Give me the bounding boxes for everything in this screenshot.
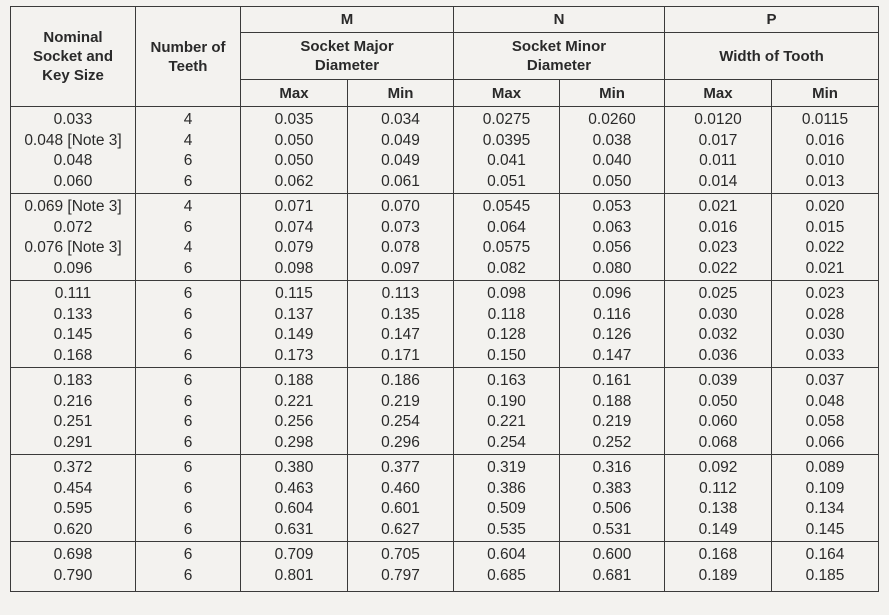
cell-teeth [136, 455, 241, 542]
value-m-max: 0.098 [274, 259, 314, 277]
cell-m-min [348, 368, 454, 455]
value-m-max: 0.221 [274, 392, 314, 410]
value-n-max: 0.0275 [482, 111, 531, 128]
value-n-max: 0.064 [487, 218, 526, 236]
value-m-min: 0.219 [381, 392, 420, 410]
value-n-min: 0.050 [592, 172, 632, 190]
value-n-max: 0.604 [487, 546, 526, 563]
value-nominal-size: 0.251 [53, 413, 93, 430]
value-m-min: 0.147 [381, 326, 420, 343]
value-p-min: 0.089 [805, 459, 845, 476]
value-m-max: 0.801 [274, 566, 314, 584]
table-body [11, 107, 879, 592]
table-row-group [11, 455, 879, 542]
value-p-max: 0.030 [698, 305, 738, 323]
value-n-max: 0.041 [487, 152, 526, 169]
value-n-min: 0.080 [592, 259, 632, 277]
value-m-max: 0.631 [274, 520, 314, 538]
value-n-min: 0.252 [592, 433, 632, 451]
cell-m-min [348, 107, 454, 194]
value-m-max: 0.050 [274, 152, 314, 169]
value-n-min: 0.096 [592, 285, 632, 302]
value-m-min: 0.113 [381, 285, 420, 302]
value-nominal-size: 0.069 [Note 3] [24, 198, 122, 215]
value-teeth: 6 [183, 259, 193, 277]
value-p-max: 0.011 [699, 152, 737, 169]
cell-n-max [454, 368, 560, 455]
cell-m-min [348, 194, 454, 281]
value-p-min: 0.0115 [801, 111, 849, 128]
value-p-max: 0.032 [698, 326, 738, 343]
value-m-max: 0.074 [274, 218, 314, 236]
value-nominal-size: 0.183 [53, 372, 93, 389]
cell-m-min [348, 542, 454, 592]
value-m-min: 0.073 [381, 218, 420, 236]
value-m-min: 0.296 [381, 433, 420, 451]
cell-n-min [560, 107, 665, 194]
value-n-min: 0.063 [592, 218, 632, 236]
value-teeth: 6 [183, 459, 193, 476]
cell-nominal-size [11, 455, 136, 542]
value-p-min: 0.015 [805, 218, 845, 236]
value-teeth: 6 [183, 520, 193, 538]
value-n-min: 0.161 [592, 372, 632, 389]
value-n-min: 0.126 [592, 326, 632, 343]
value-m-min: 0.601 [381, 500, 420, 517]
value-m-min: 0.061 [381, 172, 420, 190]
value-teeth: 6 [183, 218, 193, 236]
header-n-min: Min [560, 80, 665, 107]
cell-p-max [665, 281, 772, 368]
value-p-min: 0.022 [805, 239, 845, 256]
value-teeth: 6 [183, 305, 193, 323]
value-n-min: 0.038 [592, 131, 632, 149]
header-width-of-tooth: Width of Tooth [665, 33, 879, 80]
cell-nominal-size [11, 107, 136, 194]
value-p-max: 0.016 [698, 218, 738, 236]
header-p: P [665, 7, 879, 33]
value-nominal-size: 0.168 [53, 346, 93, 364]
value-m-min: 0.797 [381, 566, 420, 584]
value-p-min: 0.048 [805, 392, 845, 410]
cell-teeth [136, 368, 241, 455]
value-n-min: 0.383 [592, 479, 632, 497]
cell-p-min [772, 455, 879, 542]
cell-n-min [560, 368, 665, 455]
value-p-min: 0.058 [805, 413, 845, 430]
value-p-max: 0.060 [698, 413, 738, 430]
value-m-min: 0.049 [381, 131, 420, 149]
value-n-min: 0.188 [592, 392, 632, 410]
value-n-max: 0.0545 [482, 198, 531, 215]
value-m-max: 0.137 [274, 305, 314, 323]
value-teeth: 6 [183, 566, 193, 584]
value-p-max: 0.138 [698, 500, 738, 517]
value-n-min: 0.219 [592, 413, 632, 430]
cell-m-min [348, 455, 454, 542]
value-m-min: 0.135 [381, 305, 420, 323]
table-row-group [11, 194, 879, 281]
value-teeth: 6 [183, 546, 193, 563]
value-p-max: 0.039 [698, 372, 738, 389]
cell-p-max [665, 194, 772, 281]
value-nominal-size: 0.111 [54, 285, 92, 302]
cell-m-max [241, 281, 348, 368]
value-teeth: 6 [183, 346, 193, 364]
value-p-min: 0.028 [805, 305, 845, 323]
value-m-max: 0.071 [274, 198, 314, 215]
value-teeth: 6 [183, 479, 193, 497]
value-nominal-size: 0.072 [53, 218, 93, 236]
header-m-max: Max [241, 80, 348, 107]
value-n-max: 0.319 [487, 459, 526, 476]
cell-m-max [241, 194, 348, 281]
value-m-max: 0.709 [274, 546, 314, 563]
value-p-min: 0.021 [805, 259, 845, 277]
cell-m-max [241, 107, 348, 194]
value-n-min: 0.531 [592, 520, 632, 538]
cell-m-min [348, 281, 454, 368]
value-m-min: 0.377 [381, 459, 420, 476]
cell-p-max [665, 455, 772, 542]
value-p-min: 0.185 [805, 566, 845, 584]
value-n-max: 0.254 [487, 433, 526, 451]
value-p-max: 0.025 [698, 285, 738, 302]
value-n-max: 0.0575 [482, 239, 531, 256]
value-nominal-size: 0.048 [Note 3] [24, 131, 122, 149]
value-n-min: 0.600 [592, 546, 632, 563]
header-n-max: Max [454, 80, 560, 107]
value-n-max: 0.082 [487, 259, 526, 277]
cell-nominal-size [11, 368, 136, 455]
value-n-min: 0.316 [592, 459, 632, 476]
cell-n-min [560, 455, 665, 542]
cell-teeth [136, 281, 241, 368]
value-teeth: 6 [183, 433, 193, 451]
value-p-min: 0.023 [805, 285, 845, 302]
value-teeth: 6 [183, 500, 193, 517]
value-nominal-size: 0.033 [53, 111, 93, 128]
value-m-min: 0.171 [381, 346, 420, 364]
header-m-min: Min [348, 80, 454, 107]
value-n-max: 0.535 [487, 520, 526, 538]
value-p-max: 0.0120 [694, 111, 742, 128]
value-m-max: 0.149 [274, 326, 314, 343]
value-m-min: 0.254 [381, 413, 420, 430]
value-n-max: 0.128 [487, 326, 526, 343]
cell-p-min [772, 194, 879, 281]
value-p-max: 0.149 [698, 520, 738, 538]
cell-n-min [560, 194, 665, 281]
cell-nominal-size [11, 194, 136, 281]
value-m-max: 0.079 [274, 239, 314, 256]
value-n-max: 0.0395 [482, 131, 531, 149]
value-m-max: 0.463 [274, 479, 314, 497]
cell-m-max [241, 542, 348, 592]
cell-n-max [454, 542, 560, 592]
cell-p-max [665, 368, 772, 455]
value-p-min: 0.013 [805, 172, 845, 190]
value-n-max: 0.190 [487, 392, 526, 410]
value-nominal-size: 0.620 [53, 520, 93, 538]
value-p-max: 0.036 [698, 346, 738, 364]
header-n: N [454, 7, 665, 33]
value-teeth: 4 [183, 111, 193, 128]
value-teeth: 6 [183, 372, 193, 389]
value-p-min: 0.010 [805, 152, 845, 169]
value-m-max: 0.256 [274, 413, 314, 430]
header-m: M [241, 7, 454, 33]
value-teeth: 6 [183, 172, 193, 190]
value-nominal-size: 0.060 [53, 172, 93, 190]
cell-m-max [241, 368, 348, 455]
value-n-max: 0.051 [487, 172, 526, 190]
value-teeth: 6 [183, 152, 193, 169]
value-n-min: 0.147 [592, 346, 632, 364]
value-p-max: 0.017 [698, 131, 738, 149]
value-teeth: 6 [183, 413, 193, 430]
value-n-min: 0.0260 [588, 111, 636, 128]
value-n-max: 0.118 [487, 305, 526, 323]
cell-n-min [560, 281, 665, 368]
header-p-max: Max [665, 80, 772, 107]
value-m-max: 0.173 [274, 346, 314, 364]
cell-p-min [772, 281, 879, 368]
value-p-min: 0.164 [805, 546, 845, 563]
value-m-min: 0.070 [381, 198, 420, 215]
value-m-min: 0.460 [381, 479, 420, 497]
header-nominal-size: Nominal Socket and Key Size [11, 7, 136, 107]
value-teeth: 4 [183, 131, 193, 149]
value-nominal-size: 0.133 [53, 305, 93, 323]
value-p-max: 0.112 [699, 479, 737, 497]
value-n-max: 0.685 [487, 566, 526, 584]
value-nominal-size: 0.790 [53, 566, 93, 584]
cell-n-max [454, 194, 560, 281]
value-n-min: 0.506 [592, 500, 632, 517]
value-nominal-size: 0.372 [53, 459, 93, 476]
value-n-max: 0.509 [487, 500, 526, 517]
value-p-max: 0.092 [698, 459, 738, 476]
value-nominal-size: 0.216 [53, 392, 93, 410]
value-p-min: 0.016 [805, 131, 845, 149]
value-nominal-size: 0.595 [53, 500, 93, 517]
value-p-min: 0.033 [805, 346, 845, 364]
cell-p-max [665, 542, 772, 592]
table-row-group [11, 542, 879, 592]
value-m-max: 0.188 [274, 372, 314, 389]
value-p-min: 0.066 [805, 433, 845, 451]
value-nominal-size: 0.291 [53, 433, 93, 451]
value-p-max: 0.014 [698, 172, 738, 190]
cell-nominal-size [11, 542, 136, 592]
value-n-max: 0.163 [487, 372, 526, 389]
cell-p-max [665, 107, 772, 194]
value-p-max: 0.068 [698, 433, 738, 451]
value-n-min: 0.116 [593, 305, 631, 323]
cell-m-max [241, 455, 348, 542]
value-m-max: 0.298 [274, 433, 314, 451]
value-n-min: 0.681 [592, 566, 632, 584]
value-m-max: 0.062 [274, 172, 314, 190]
header-p-min: Min [772, 80, 879, 107]
value-p-max: 0.050 [698, 392, 738, 410]
value-teeth: 6 [183, 285, 193, 302]
value-p-max: 0.022 [698, 259, 738, 277]
value-n-min: 0.056 [592, 239, 632, 256]
header-number-of-teeth: Number of Teeth [136, 7, 241, 107]
value-n-min: 0.040 [592, 152, 632, 169]
value-teeth: 6 [183, 392, 193, 410]
value-m-min: 0.049 [381, 152, 420, 169]
value-m-min: 0.186 [381, 372, 420, 389]
value-m-max: 0.115 [275, 285, 313, 302]
value-teeth: 4 [183, 239, 193, 256]
cell-teeth [136, 542, 241, 592]
cell-p-min [772, 368, 879, 455]
cell-n-max [454, 107, 560, 194]
value-m-max: 0.380 [274, 459, 314, 476]
value-nominal-size: 0.698 [53, 546, 93, 563]
cell-p-min [772, 107, 879, 194]
value-teeth: 4 [183, 198, 193, 215]
value-m-max: 0.604 [274, 500, 314, 517]
socket-dimensions-table [10, 6, 879, 592]
value-m-max: 0.050 [274, 131, 314, 149]
cell-nominal-size [11, 281, 136, 368]
value-p-min: 0.020 [805, 198, 845, 215]
value-n-max: 0.098 [487, 285, 526, 302]
value-p-max: 0.189 [698, 566, 738, 584]
value-m-max: 0.035 [274, 111, 314, 128]
value-n-max: 0.386 [487, 479, 526, 497]
value-nominal-size: 0.145 [53, 326, 93, 343]
value-nominal-size: 0.096 [53, 259, 93, 277]
value-n-max: 0.221 [487, 413, 526, 430]
cell-n-max [454, 281, 560, 368]
value-m-min: 0.078 [381, 239, 420, 256]
table-row-group [11, 368, 879, 455]
value-p-min: 0.145 [805, 520, 845, 538]
value-nominal-size: 0.454 [53, 479, 93, 497]
value-p-min: 0.134 [805, 500, 845, 517]
value-teeth: 6 [183, 326, 193, 343]
cell-n-max [454, 455, 560, 542]
value-m-min: 0.705 [381, 546, 420, 563]
value-p-max: 0.168 [698, 546, 738, 563]
cell-teeth [136, 194, 241, 281]
header-socket-major-diameter: Socket Major Diameter [241, 33, 454, 80]
value-n-min: 0.053 [592, 198, 632, 215]
value-p-min: 0.030 [805, 326, 845, 343]
value-m-min: 0.097 [381, 259, 420, 277]
value-nominal-size: 0.076 [Note 3] [24, 239, 122, 256]
value-p-min: 0.037 [805, 372, 845, 389]
header-socket-minor-diameter: Socket Minor Diameter [454, 33, 665, 80]
value-m-min: 0.034 [381, 111, 420, 128]
table-row-group [11, 281, 879, 368]
value-n-max: 0.150 [487, 346, 526, 364]
cell-teeth [136, 107, 241, 194]
value-p-max: 0.023 [698, 239, 738, 256]
cell-n-min [560, 542, 665, 592]
value-p-min: 0.109 [805, 479, 845, 497]
value-m-min: 0.627 [381, 520, 420, 538]
value-p-max: 0.021 [698, 198, 738, 215]
table-row-group [11, 107, 879, 194]
cell-p-min [772, 542, 879, 592]
value-nominal-size: 0.048 [53, 152, 93, 169]
